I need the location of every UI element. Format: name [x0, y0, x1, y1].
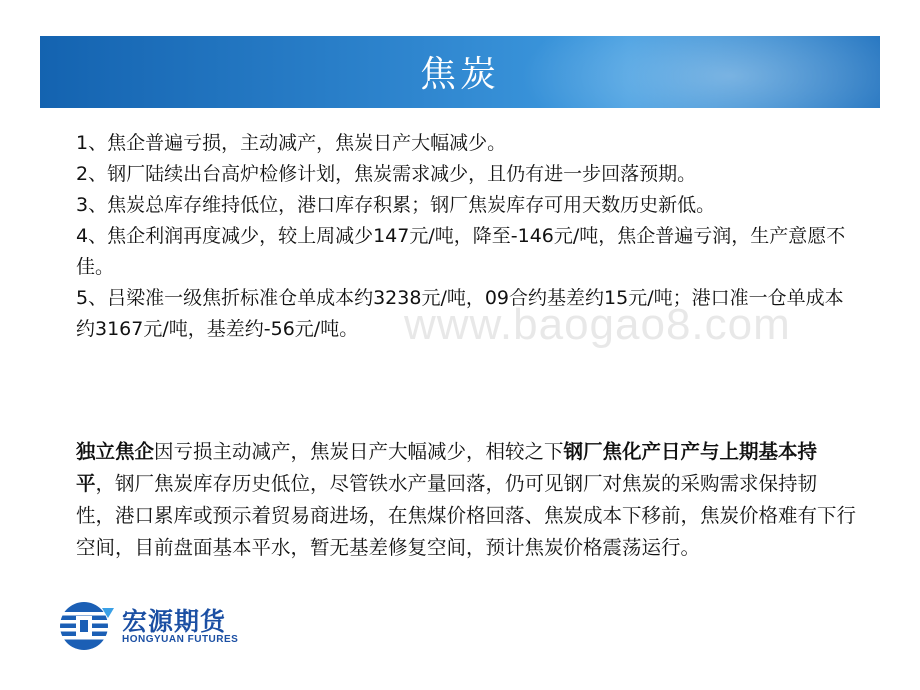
- brand-name-en: HONGYUAN FUTURES: [122, 634, 239, 645]
- summary-text: ，钢厂焦炭库存历史低位，尽管铁水产量回落，仍可见钢厂对焦炭的采购需求保持韧性，港口累库或预示着贸易商进场，在焦煤价格回落、焦炭成本下移前，焦炭价格难有下行空间，目前盘面基本平水，暂无基差修复空间，预计焦炭价格震荡运行。: [76, 472, 857, 559]
- watermark: www.baogao8.com: [404, 300, 791, 349]
- point-item: 1、焦企普遍亏损，主动减产，焦炭日产大幅减少。: [76, 132, 507, 154]
- point-item: 4、焦企利润再度减少，较上周减少147元/吨，降至-146元/吨，焦企普遍亏润，生产意愿不佳。: [76, 225, 846, 278]
- summary-bold-steel-coke: 钢厂焦化产日产与上期基本持平: [76, 440, 818, 495]
- point-item: 2、钢厂陆续出台高炉检修计划，焦炭需求减少，且仍有进一步回落预期。: [76, 163, 697, 185]
- title-banner: [40, 36, 880, 108]
- summary-paragraph: [76, 436, 856, 564]
- point-item: 3、焦炭总库存维持低位，港口库存积累；钢厂焦炭库存可用天数历史新低。: [76, 194, 716, 216]
- summary-bold-independent-coke: 独立焦企: [76, 440, 155, 463]
- brand-name-cn: 宏源期货: [122, 607, 227, 636]
- summary-text: 因亏损主动减产，焦炭日产大幅减少，相较之下: [154, 440, 564, 463]
- hongyuan-logo-icon: [58, 600, 116, 652]
- company-logo: [58, 600, 268, 656]
- page-title: 焦炭: [419, 54, 500, 95]
- point-item: 5、吕梁准一级焦折标准仓单成本约3238元/吨，09合约基差约15元/吨；港口准一仓单成本约3167元/吨，基差约-56元/吨。: [76, 287, 844, 340]
